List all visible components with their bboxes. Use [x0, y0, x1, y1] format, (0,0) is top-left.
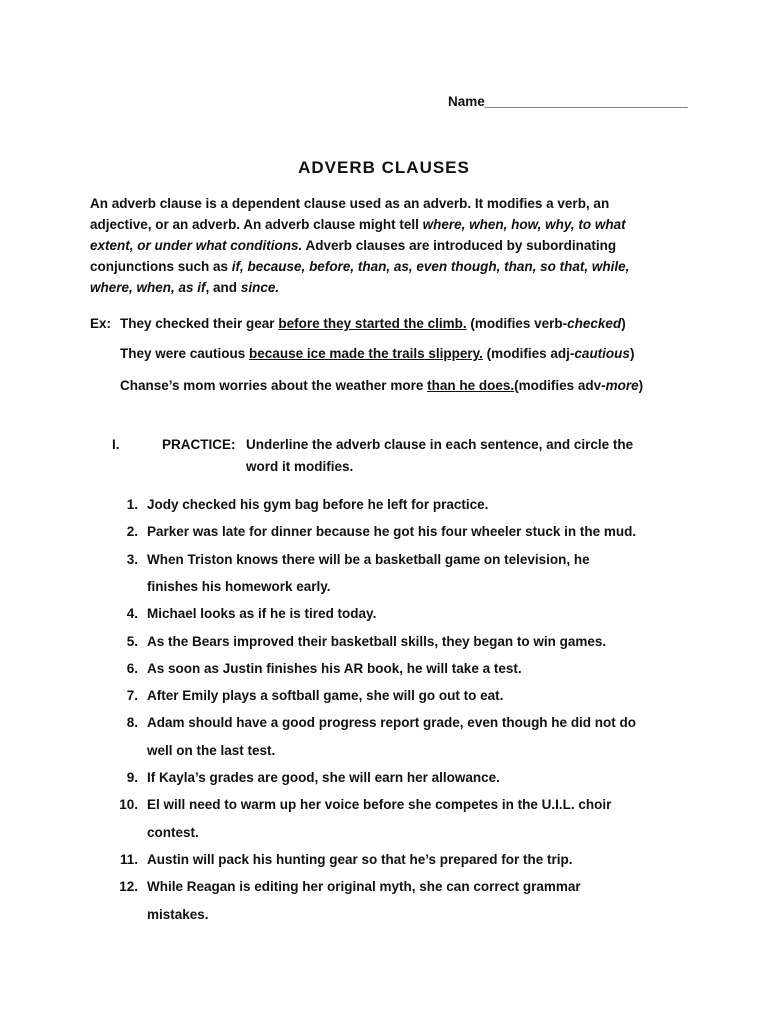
- list-item: As soon as Justin finishes his AR book, he will take a test.: [147, 660, 522, 676]
- list-item: finishes his homework early.: [147, 578, 331, 594]
- intro-text: An adverb clause is a dependent clause used as an adverb. It modifies a verb, an: [90, 196, 610, 211]
- intro-italic: where, when, as if: [90, 280, 206, 295]
- practice-instructions: Underline the adverb clause in each sentence, and circle the: [246, 437, 634, 452]
- example-sentence-2: [120, 345, 634, 363]
- list-item-number: 5.: [126, 633, 138, 649]
- list-item: Jody checked his gym bag before he left for practice.: [147, 497, 489, 512]
- example-text: (modifies adj-: [482, 346, 575, 361]
- list-item: mistakes.: [147, 906, 209, 922]
- list-item-number: 9.: [126, 770, 138, 785]
- list-item: well on the last test.: [147, 742, 276, 758]
- name-field-label: Name___________________________: [448, 94, 688, 109]
- example-text: ): [629, 346, 635, 361]
- example-text: They checked their gear: [120, 316, 279, 331]
- example-text: ): [621, 316, 626, 331]
- list-item: After Emily plays a softball game, she will go out to eat.: [147, 688, 504, 704]
- intro-italic: where, when, how, why, to what: [422, 217, 626, 232]
- page-title: ADVERB CLAUSES: [298, 158, 470, 177]
- list-item-number: 3.: [126, 551, 138, 567]
- intro-text: conjunctions such as: [90, 259, 232, 274]
- example-label: Ex:: [90, 316, 112, 331]
- intro-text: adjective, or an adverb. An adverb clause might tell: [90, 217, 423, 232]
- list-item: When Triston knows there will be a basketball game on television, he: [147, 551, 590, 567]
- example-modified-word: checked: [567, 316, 622, 331]
- list-item: As the Bears improved their basketball skills, they began to win games.: [147, 633, 607, 649]
- intro-italic: extent, or under what conditions.: [90, 238, 303, 253]
- list-item-number: 2.: [126, 524, 138, 540]
- example-text: (modifies verb-: [466, 316, 568, 331]
- list-item-number: 7.: [126, 688, 138, 704]
- section-numeral: I.: [112, 437, 120, 452]
- example-text: Chanse’s mom worries about the weather more: [120, 378, 428, 393]
- list-item: Parker was late for dinner because he got his four wheeler stuck in the mud.: [147, 524, 637, 540]
- list-item-number: 6.: [126, 660, 138, 676]
- list-item-number: 4.: [126, 606, 138, 622]
- list-item-number: 8.: [126, 715, 138, 731]
- list-item: contest.: [147, 824, 199, 840]
- example-text: (modifies adv-: [514, 378, 606, 393]
- list-item-number: 1.: [126, 497, 138, 512]
- example-text: ): [638, 378, 644, 393]
- list-item: Adam should have a good progress report grade, even though he did not do: [147, 715, 637, 731]
- example-modified-word: more: [605, 378, 639, 393]
- intro-paragraph: [90, 193, 690, 298]
- example-modified-word: cautious: [574, 346, 630, 361]
- example-sentence-1: [120, 315, 626, 333]
- intro-text: Adverb clauses are introduced by subordinating: [302, 238, 617, 253]
- example-clause: because ice made the trails slippery.: [249, 346, 483, 361]
- list-item: While Reagan is editing her original myth, she can correct grammar: [147, 879, 581, 895]
- intro-text: , and: [205, 280, 241, 295]
- example-text: They were cautious: [120, 346, 250, 361]
- list-item: El will need to warm up her voice before she competes in the U.I.L. choir: [147, 797, 612, 813]
- example-sentence-3: [120, 377, 643, 395]
- example-clause: than he does.: [427, 378, 515, 393]
- list-item: If Kayla’s grades are good, she will earn her allowance.: [147, 770, 500, 785]
- example-clause: before they started the climb.: [278, 316, 467, 331]
- list-item: Michael looks as if he is tired today.: [147, 606, 377, 622]
- list-item: Austin will pack his hunting gear so that he’s prepared for the trip.: [147, 851, 573, 867]
- intro-italic: if, because, before, than, as, even though, than, so that, while,: [231, 259, 630, 274]
- list-item-number: 12.: [119, 879, 138, 895]
- practice-heading: PRACTICE:: [162, 437, 236, 452]
- intro-italic: since.: [240, 280, 280, 295]
- list-item-number: 11.: [119, 851, 138, 867]
- list-item-number: 10.: [119, 797, 138, 813]
- practice-instructions: word it modifies.: [246, 459, 354, 474]
